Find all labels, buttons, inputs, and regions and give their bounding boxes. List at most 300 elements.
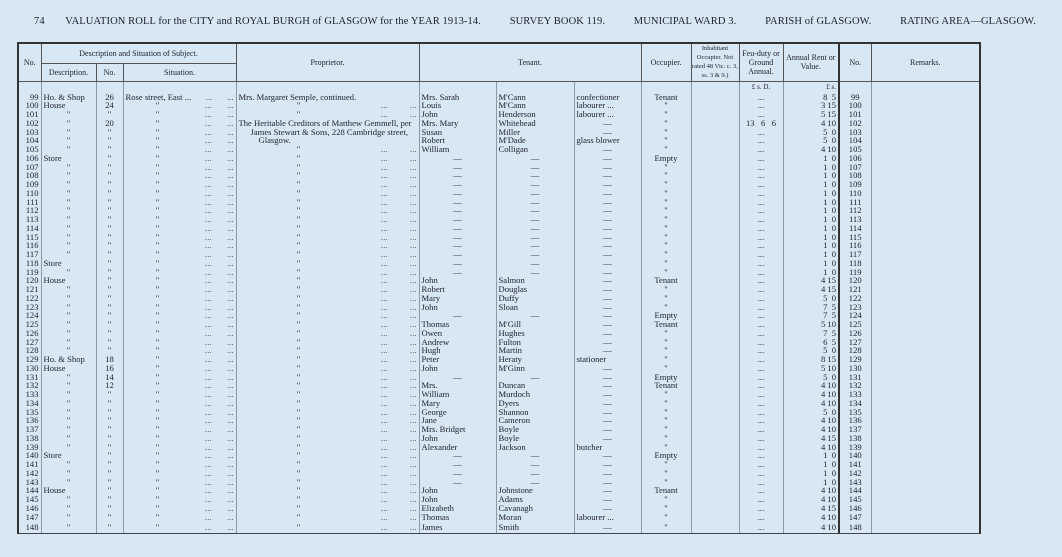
row-feu-duty: ... <box>739 451 783 460</box>
row-proprietor <box>236 154 419 163</box>
row-situation <box>123 504 236 513</box>
col-no-right: No. <box>839 43 871 81</box>
row-tenant-occupation: — <box>574 373 641 382</box>
leader-dots: ... <box>410 179 417 189</box>
row-tenant-first-name: — <box>419 233 496 242</box>
row-description: " <box>41 136 96 145</box>
row-house-number: " <box>96 189 123 198</box>
row-occupier: Tenant <box>641 93 691 102</box>
row-situation <box>123 128 236 137</box>
leader-dots: ... <box>381 284 388 294</box>
leader-dots: ... <box>205 117 212 128</box>
row-house-number: 14 <box>96 373 123 382</box>
row-description: " <box>41 495 96 504</box>
row-inhabitant <box>691 443 739 452</box>
row-house-number: 26 <box>96 93 123 102</box>
leader-dots: ... <box>381 170 388 181</box>
table-row <box>18 521 980 534</box>
row-house-number: " <box>96 154 123 163</box>
row-tenant-surname: Cameron <box>496 416 574 425</box>
row-number-right: 148 <box>839 521 871 534</box>
row-occupier: " <box>641 521 691 534</box>
row-inhabitant <box>691 189 739 198</box>
row-occupier: " <box>641 469 691 478</box>
row-remarks <box>871 180 980 189</box>
row-annual-rent: 7 5 <box>783 311 839 320</box>
row-number: 136 <box>18 416 41 425</box>
row-tenant-surname: — <box>496 171 574 180</box>
row-feu-duty: ... <box>739 93 783 102</box>
leader-dots: ... <box>227 240 234 251</box>
leader-dots: ... <box>205 502 212 513</box>
row-tenant-surname: Martin <box>496 346 574 355</box>
leader-dots: ... <box>205 266 212 277</box>
cell-text: " <box>296 424 301 434</box>
leader-dots: ... <box>410 371 417 382</box>
row-annual-rent: 4 10 <box>783 416 839 425</box>
row-tenant-occupation: — <box>574 521 641 534</box>
row-number: 143 <box>18 478 41 487</box>
row-remarks <box>871 399 980 408</box>
row-occupier: " <box>641 513 691 522</box>
row-situation <box>123 303 236 312</box>
row-annual-rent: 1 0 <box>783 224 839 233</box>
leader-dots: ... <box>227 144 234 154</box>
leader-dots: ... <box>227 319 234 329</box>
row-description: " <box>41 460 96 469</box>
row-tenant-first-name: Louis <box>419 101 496 110</box>
row-feu-duty: ... <box>739 355 783 364</box>
row-annual-rent: 1 0 <box>783 180 839 189</box>
row-description: " <box>41 478 96 487</box>
leader-dots: ... <box>410 424 417 434</box>
row-occupier: " <box>641 259 691 268</box>
row-feu-duty: ... <box>739 416 783 425</box>
row-inhabitant <box>691 329 739 338</box>
row-description: " <box>41 381 96 390</box>
cell-text: " <box>155 144 160 154</box>
cell-text: " <box>155 240 160 251</box>
row-occupier: " <box>641 171 691 180</box>
row-house-number: " <box>96 110 123 119</box>
row-inhabitant <box>691 136 739 145</box>
row-tenant-first-name: John <box>419 110 496 119</box>
cell-text: " <box>296 511 301 522</box>
row-feu-duty: ... <box>739 425 783 434</box>
row-number-right: 144 <box>839 486 871 495</box>
row-feu-duty: ... <box>739 145 783 154</box>
row-feu-duty: ... <box>739 285 783 294</box>
row-description: " <box>41 163 96 172</box>
row-feu-duty: ... <box>739 338 783 347</box>
leader-dots: ... <box>381 476 388 487</box>
row-situation <box>123 434 236 443</box>
row-feu-duty: ... <box>739 469 783 478</box>
cell-text: " <box>296 214 301 224</box>
cell-text: " <box>296 205 301 216</box>
row-remarks <box>871 268 980 277</box>
row-number: 147 <box>18 513 41 522</box>
leader-dots: ... <box>227 345 234 356</box>
cell-text: " <box>296 476 301 487</box>
leader-dots: ... <box>205 327 212 338</box>
cell-text: " <box>155 494 160 504</box>
row-tenant-first-name: George <box>419 408 496 417</box>
row-description: " <box>41 425 96 434</box>
leader-dots: ... <box>381 327 388 338</box>
row-number: 134 <box>18 399 41 408</box>
row-occupier: " <box>641 346 691 355</box>
row-tenant-surname: M'Gill <box>496 320 574 329</box>
row-proprietor <box>236 250 419 259</box>
row-occupier: " <box>641 329 691 338</box>
leader-dots: ... <box>227 476 234 487</box>
row-description: " <box>41 434 96 443</box>
row-tenant-surname: — <box>496 460 574 469</box>
cell-text: " <box>155 100 160 111</box>
cell-text: " <box>296 450 301 461</box>
leader-dots: ... <box>205 187 212 198</box>
cell-text: " <box>296 389 301 399</box>
row-tenant-occupation: — <box>574 303 641 312</box>
row-situation <box>123 276 236 285</box>
row-proprietor <box>236 233 419 242</box>
row-tenant-occupation: — <box>574 329 641 338</box>
row-number: 132 <box>18 381 41 390</box>
cell-text: " <box>155 467 160 478</box>
row-house-number: 12 <box>96 381 123 390</box>
cell-text: " <box>155 397 160 408</box>
row-house-number: " <box>96 460 123 469</box>
leader-dots: ... <box>227 91 234 102</box>
row-remarks <box>871 285 980 294</box>
row-tenant-surname: — <box>496 154 574 163</box>
row-number-right: 147 <box>839 513 871 522</box>
row-feu-duty: ... <box>739 303 783 312</box>
row-tenant-first-name: John <box>419 434 496 443</box>
row-feu-duty: ... <box>739 504 783 513</box>
row-feu-duty: ... <box>739 171 783 180</box>
row-description: House <box>41 486 96 495</box>
leader-dots: ... <box>381 196 388 207</box>
row-tenant-surname: — <box>496 268 574 277</box>
leader-dots: ... <box>410 406 417 417</box>
row-annual-rent: 8 15 <box>783 355 839 364</box>
row-occupier: " <box>641 294 691 303</box>
leader-dots: ... <box>205 397 212 408</box>
row-situation <box>123 338 236 347</box>
leader-dots: ... <box>227 152 234 163</box>
leader-dots: ... <box>410 450 417 461</box>
row-tenant-surname: Fulton <box>496 338 574 347</box>
leader-dots: ... <box>205 354 212 364</box>
row-tenant-surname: — <box>496 259 574 268</box>
leader-dots: ... <box>205 222 212 233</box>
leader-dots: ... <box>227 126 234 137</box>
row-tenant-occupation: — <box>574 163 641 172</box>
cell-text: " <box>296 327 301 338</box>
row-tenant-occupation: — <box>574 425 641 434</box>
row-situation <box>123 101 236 110</box>
row-occupier: " <box>641 434 691 443</box>
leader-dots: ... <box>227 406 234 417</box>
row-tenant-surname: Douglas <box>496 285 574 294</box>
row-occupier: " <box>641 408 691 417</box>
row-number-right: 126 <box>839 329 871 338</box>
row-house-number: " <box>96 303 123 312</box>
leader-dots: ... <box>227 275 234 286</box>
row-tenant-surname: M'Cann <box>496 93 574 102</box>
row-house-number: " <box>96 469 123 478</box>
row-situation <box>123 93 236 102</box>
cell-text: " <box>296 485 301 496</box>
row-house-number: 16 <box>96 364 123 373</box>
row-proprietor <box>236 504 419 513</box>
leader-dots: ... <box>205 319 212 329</box>
cell-text: " <box>155 362 160 373</box>
cell-text: " <box>155 476 160 487</box>
row-description: Store <box>41 259 96 268</box>
row-remarks <box>871 364 980 373</box>
row-situation <box>123 495 236 504</box>
row-tenant-first-name: — <box>419 373 496 382</box>
row-description: " <box>41 521 96 534</box>
row-house-number: " <box>96 443 123 452</box>
cell-text: " <box>155 406 160 417</box>
row-number-right: 116 <box>839 241 871 250</box>
row-number: 100 <box>18 101 41 110</box>
row-feu-duty: ... <box>739 250 783 259</box>
row-tenant-surname: Johnstone <box>496 486 574 495</box>
cell-text: " <box>296 301 301 312</box>
leader-dots: ... <box>381 266 388 277</box>
leader-dots: ... <box>227 415 234 426</box>
row-situation <box>123 425 236 434</box>
leader-dots: ... <box>381 187 388 198</box>
row-remarks <box>871 390 980 399</box>
row-description: " <box>41 250 96 259</box>
row-occupier: " <box>641 224 691 233</box>
row-feu-duty: ... <box>739 206 783 215</box>
row-inhabitant <box>691 381 739 390</box>
row-remarks <box>871 513 980 522</box>
row-proprietor <box>236 268 419 277</box>
row-annual-rent: 6 5 <box>783 338 839 347</box>
row-inhabitant <box>691 215 739 224</box>
row-situation <box>123 416 236 425</box>
row-feu-duty: ... <box>739 486 783 495</box>
cell-text: " <box>155 485 160 496</box>
leader-dots: ... <box>381 494 388 504</box>
cell-text: " <box>155 187 160 198</box>
row-annual-rent: 5 0 <box>783 128 839 137</box>
leader-dots: ... <box>410 511 417 522</box>
row-tenant-surname: M'Cann <box>496 101 574 110</box>
leader-dots: ... <box>227 494 234 504</box>
row-tenant-surname: — <box>496 198 574 207</box>
leader-dots: ... <box>381 249 388 259</box>
row-feu-duty: ... <box>739 128 783 137</box>
row-proprietor <box>236 434 419 443</box>
row-tenant-occupation: — <box>574 399 641 408</box>
row-feu-duty: ... <box>739 381 783 390</box>
row-number-right: 114 <box>839 224 871 233</box>
row-situation <box>123 224 236 233</box>
row-feu-duty: ... <box>739 136 783 145</box>
row-remarks <box>871 110 980 119</box>
cell-text: " <box>155 170 160 181</box>
row-house-number: " <box>96 451 123 460</box>
row-tenant-occupation: — <box>574 198 641 207</box>
row-description: " <box>41 198 96 207</box>
leader-dots: ... <box>410 354 417 364</box>
row-number: 101 <box>18 110 41 119</box>
row-feu-duty: ... <box>739 268 783 277</box>
leader-dots: ... <box>227 511 234 522</box>
row-feu-duty: ... <box>739 521 783 534</box>
row-tenant-first-name: — <box>419 311 496 320</box>
leader-dots: ... <box>410 362 417 373</box>
row-description: House <box>41 276 96 285</box>
row-number-right: 120 <box>839 276 871 285</box>
row-tenant-occupation: — <box>574 224 641 233</box>
row-tenant-first-name: John <box>419 495 496 504</box>
row-number: 145 <box>18 495 41 504</box>
row-tenant-occupation: — <box>574 504 641 513</box>
row-description: " <box>41 268 96 277</box>
row-house-number: " <box>96 408 123 417</box>
row-tenant-occupation: — <box>574 268 641 277</box>
row-remarks <box>871 145 980 154</box>
row-number: 119 <box>18 268 41 277</box>
row-tenant-first-name: Mrs. <box>419 381 496 390</box>
row-remarks <box>871 495 980 504</box>
row-feu-duty: ... <box>739 460 783 469</box>
col-description-group: Description and Situation of Subject. <box>41 43 236 63</box>
leader-dots: ... <box>410 222 417 233</box>
row-occupier: " <box>641 504 691 513</box>
row-proprietor <box>236 276 419 285</box>
row-tenant-first-name: — <box>419 189 496 198</box>
row-number: 122 <box>18 294 41 303</box>
row-situation <box>123 364 236 373</box>
leader-dots: ... <box>205 441 212 452</box>
row-number-right: 134 <box>839 399 871 408</box>
row-feu-duty: ... <box>739 189 783 198</box>
row-occupier: " <box>641 303 691 312</box>
rating-area: RATING AREA—GLASGOW. <box>900 16 1036 27</box>
row-remarks <box>871 198 980 207</box>
leader-dots: ... <box>205 459 212 469</box>
row-annual-rent: 4 10 <box>783 119 839 128</box>
row-occupier: Tenant <box>641 320 691 329</box>
row-inhabitant <box>691 346 739 355</box>
municipal-ward: MUNICIPAL WARD 3. <box>633 16 737 27</box>
row-house-number: " <box>96 215 123 224</box>
col-description: Description. <box>41 63 96 81</box>
row-tenant-first-name: Mrs. Bridget <box>419 425 496 434</box>
row-feu-duty: ... <box>739 443 783 452</box>
row-inhabitant <box>691 504 739 513</box>
row-occupier: " <box>641 495 691 504</box>
row-number: 148 <box>18 521 41 534</box>
leader-dots: ... <box>410 494 417 504</box>
row-situation <box>123 486 236 495</box>
row-tenant-first-name: John <box>419 303 496 312</box>
row-remarks <box>871 93 980 102</box>
col-annual-rent: Annual Rent or Value. <box>783 43 839 81</box>
leader-dots: ... <box>381 205 388 216</box>
row-tenant-surname: M'Ginn <box>496 364 574 373</box>
row-house-number: " <box>96 198 123 207</box>
leader-dots: ... <box>227 170 234 181</box>
row-number-right: 103 <box>839 128 871 137</box>
row-tenant-occupation: — <box>574 416 641 425</box>
cell-text: " <box>155 319 160 329</box>
row-tenant-first-name: Thomas <box>419 320 496 329</box>
leader-dots: ... <box>227 432 234 443</box>
leader-dots: ... <box>227 450 234 461</box>
row-tenant-occupation: — <box>574 128 641 137</box>
row-proprietor <box>236 180 419 189</box>
row-number-right: 143 <box>839 478 871 487</box>
leader-dots: ... <box>205 91 213 102</box>
leader-dots: ... <box>205 196 212 207</box>
leader-dots: ... <box>227 371 234 382</box>
cell-text: " <box>296 266 301 277</box>
leader-dots: ... <box>381 432 388 443</box>
row-feu-duty: ... <box>739 478 783 487</box>
leader-dots: ... <box>205 371 212 382</box>
row-remarks <box>871 469 980 478</box>
row-tenant-occupation: — <box>574 460 641 469</box>
row-tenant-occupation: — <box>574 311 641 320</box>
row-annual-rent: 1 0 <box>783 469 839 478</box>
row-house-number: " <box>96 504 123 513</box>
row-feu-duty: ... <box>739 259 783 268</box>
row-remarks <box>871 163 980 172</box>
row-inhabitant <box>691 128 739 137</box>
cell-text: " <box>296 257 301 268</box>
row-tenant-occupation: stationer <box>574 355 641 364</box>
row-tenant-first-name: Owen <box>419 329 496 338</box>
row-tenant-surname: — <box>496 373 574 382</box>
row-situation <box>123 451 236 460</box>
row-proprietor <box>236 215 419 224</box>
row-number-right: 124 <box>839 311 871 320</box>
row-inhabitant <box>691 495 739 504</box>
cell-text: " <box>296 521 301 532</box>
row-feu-duty: ... <box>739 224 783 233</box>
row-annual-rent: 1 0 <box>783 215 839 224</box>
cell-text: " <box>155 345 160 356</box>
leader-dots: ... <box>410 319 417 329</box>
leader-dots: ... <box>227 214 234 224</box>
row-description: " <box>41 206 96 215</box>
cell-text: " <box>296 371 301 382</box>
row-proprietor <box>236 469 419 478</box>
row-feu-duty: ... <box>739 390 783 399</box>
col-remarks: Remarks. <box>871 43 980 81</box>
row-tenant-surname: — <box>496 224 574 233</box>
leader-dots: ... <box>227 205 234 216</box>
row-feu-duty: ... <box>739 364 783 373</box>
row-remarks <box>871 171 980 180</box>
row-number: 106 <box>18 154 41 163</box>
row-tenant-surname: Salmon <box>496 276 574 285</box>
row-annual-rent: 1 0 <box>783 460 839 469</box>
row-remarks <box>871 259 980 268</box>
